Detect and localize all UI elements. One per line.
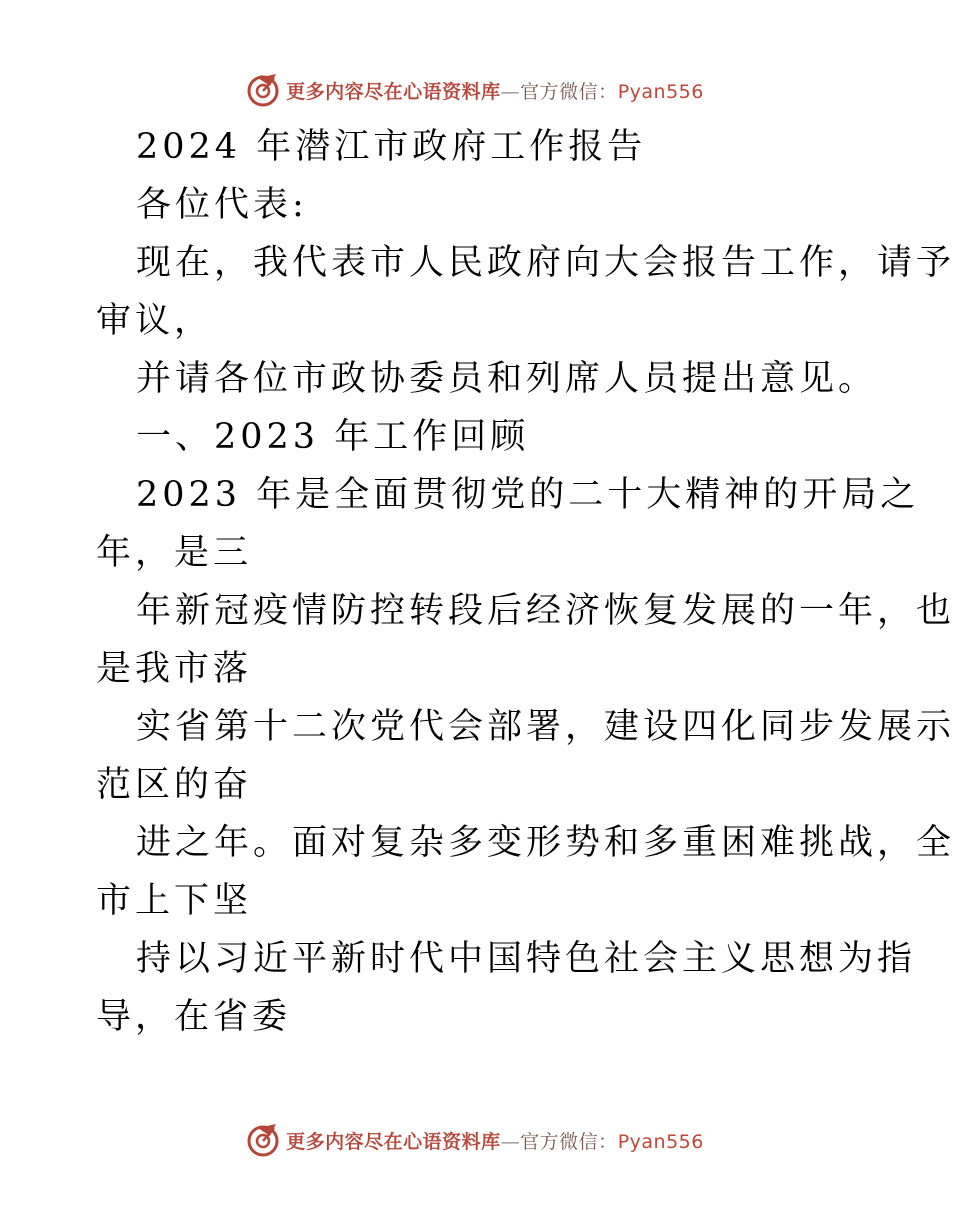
text-line: 一、2023 年工作回顾 [136, 417, 530, 457]
watermark-wechat-id: Pyan556 [617, 1130, 704, 1153]
watermark-wechat-label: 官方微信： [520, 1130, 618, 1153]
text-line: 年新冠疫情防控转段后经济恢复发展的一年，也 [136, 591, 955, 631]
text-line: 导，在省委 [96, 997, 292, 1037]
text-line: 现在，我代表市人民政府向大会报告工作，请予 [136, 243, 955, 283]
watermark-dash: — [500, 80, 521, 103]
footer-watermark [0, 1120, 950, 1160]
watermark-main: 更多内容尽在心语资料库 [286, 1130, 501, 1153]
text-line: 持以习近平新时代中国特色社会主义思想为指 [136, 939, 917, 979]
watermark-wechat-label: 官方微信： [520, 80, 618, 103]
text-line: 审议， [96, 301, 214, 341]
header-watermark [0, 70, 950, 110]
watermark-dash: — [500, 1130, 521, 1153]
watermark-wechat-id: Pyan556 [617, 80, 704, 103]
text-line: 2023 年是全面贯彻党的二十大精神的开局之 [136, 475, 920, 515]
text-line: 进之年。面对复杂多变形势和多重困难挑战，全 [136, 823, 955, 863]
text-line: 范区的奋 [96, 765, 253, 805]
brand-logo-icon [246, 72, 282, 108]
text-line: 2024 年潜江市政府工作报告 [136, 127, 647, 167]
text-line: 是我市落 [96, 649, 253, 689]
text-line: 年，是三 [96, 533, 253, 573]
brand-logo-icon [246, 1122, 282, 1158]
text-line: 市上下坚 [96, 881, 253, 921]
text-line: 实省第十二次党代会部署，建设四化同步发展示 [136, 707, 955, 747]
watermark-text [286, 1127, 704, 1154]
watermark-text [286, 77, 704, 104]
text-line: 各位代表: [136, 185, 308, 225]
document-body [96, 118, 955, 1046]
text-line: 并请各位市政协委员和列席人员提出意见。 [136, 359, 878, 399]
watermark-main: 更多内容尽在心语资料库 [286, 80, 501, 103]
